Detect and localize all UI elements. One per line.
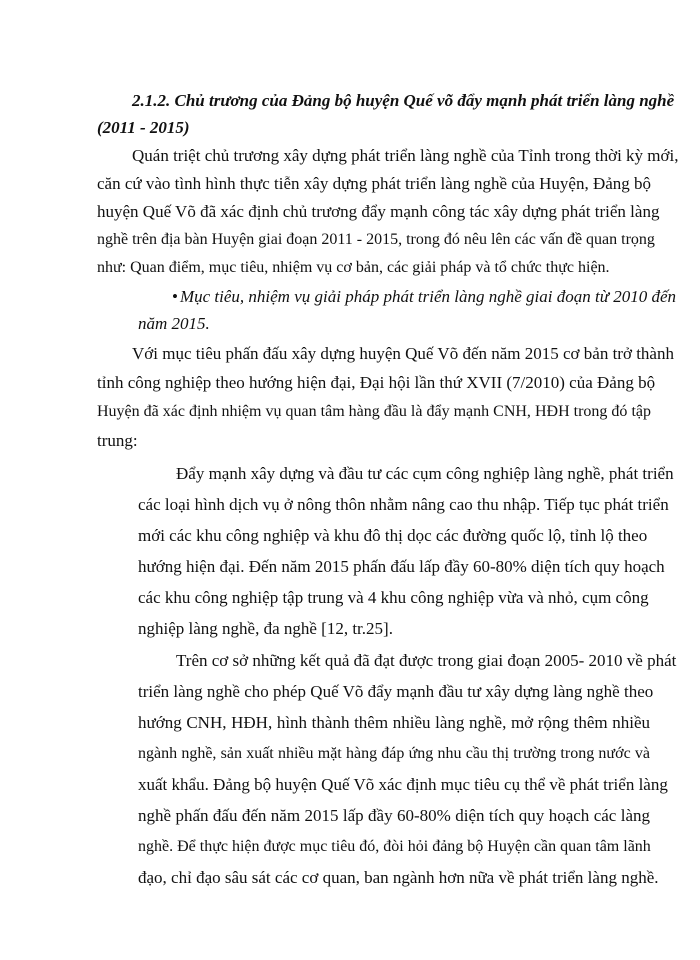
paragraph-3-line-6: nghề phấn đấu đến năm 2015 lấp đầy 60-80% diện tích quy hoạch các làng: [138, 806, 650, 825]
paragraph-3-line-3: hướng CNH, HĐH, hình thành thêm nhiều làng nghề, mở rộng thêm nhiều: [138, 713, 650, 732]
paragraph-2-line-3: Huyện đã xác định nhiệm vụ quan tâm hàng đầu là đẩy mạnh CNH, HĐH trong đó tập: [97, 403, 651, 420]
quote-line-3: mới các khu công nghiệp và khu đô thị dọc các đường quốc lộ, tỉnh lộ theo: [138, 526, 648, 545]
bullet-item-line-1: [172, 286, 677, 308]
paragraph-1-line-2: căn cứ vào tình hình thực tiễn xây dựng phát triển làng nghề của Huyện, Đảng bộ: [97, 174, 652, 193]
section-heading-line-2: (2011 - 2015): [97, 118, 190, 137]
paragraph-3-line-4: ngành nghề, sản xuất nhiều mặt hàng đáp ứng nhu cầu thị trường trong nước và: [138, 745, 650, 762]
paragraph-3-line-7: nghề. Để thực hiện được mục tiêu đó, đòi hỏi đảng bộ Huyện cần quan tâm lãnh: [138, 838, 651, 855]
paragraph-3-line-2: triển làng nghề cho phép Quế Võ đẩy mạnh đầu tư xây dựng làng nghề theo: [138, 682, 654, 701]
paragraph-2-line-4: trung:: [97, 431, 138, 450]
quote-line-2: các loại hình dịch vụ ở nông thôn nhằm nâng cao thu nhập. Tiếp tục phát triển: [138, 495, 669, 514]
section-heading-line-1: 2.1.2. Chủ trương của Đảng bộ huyện Quế võ đẩy mạnh phát triển làng nghề: [132, 91, 675, 110]
quote-line-6: nghiệp làng nghề, đa nghề [12, tr.25].: [138, 619, 393, 638]
paragraph-3-line-1: Trên cơ sở những kết quả đã đạt được trong giai đoạn 2005- 2010 về phát: [176, 651, 677, 670]
quote-line-1: Đẩy mạnh xây dựng và đầu tư các cụm công nghiệp làng nghề, phát triển: [176, 464, 674, 483]
paragraph-1-line-5: như: Quan điểm, mục tiêu, nhiệm vụ cơ bản, các giải pháp và tổ chức thực hiện.: [97, 259, 610, 276]
quote-line-5: các khu công nghiệp tập trung và 4 khu công nghiệp vừa và nhỏ, cụm công: [138, 588, 649, 607]
quote-line-4: hướng hiện đại. Đến năm 2015 phấn đấu lấp đầy 60-80% diện tích quy hoạch: [138, 557, 665, 576]
bullet-icon: •: [172, 287, 178, 306]
bullet-item-text: Mục tiêu, nhiệm vụ giải pháp phát triển làng nghề giai đoạn từ 2010 đến: [179, 287, 677, 306]
bullet-item-line-2: năm 2015.: [138, 314, 210, 333]
paragraph-3-line-5: xuất khẩu. Đảng bộ huyện Quế Võ xác định mục tiêu cụ thể về phát triển làng: [138, 775, 668, 794]
paragraph-1-line-4: nghề trên địa bàn Huyện giai đoạn 2011 - 2015, trong đó nêu lên các vấn đề quan trọng: [97, 231, 655, 248]
paragraph-1-line-1: Quán triệt chủ trương xây dựng phát triển làng nghề của Tỉnh trong thời kỳ mới,: [132, 146, 679, 165]
paragraph-1-line-3: huyện Quế Võ đã xác định chủ trương đẩy mạnh công tác xây dựng phát triển làng: [97, 202, 660, 221]
paragraph-2-line-1: Với mục tiêu phấn đấu xây dựng huyện Quế Võ đến năm 2015 cơ bản trở thành: [132, 344, 674, 363]
paragraph-3-line-8: đạo, chỉ đạo sâu sát các cơ quan, ban ngành hơn nữa về phát triển làng nghề.: [138, 868, 659, 887]
paragraph-2-line-2: tỉnh công nghiệp theo hướng hiện đại, Đại hội lần thứ XVII (7/2010) của Đảng bộ: [97, 373, 656, 392]
